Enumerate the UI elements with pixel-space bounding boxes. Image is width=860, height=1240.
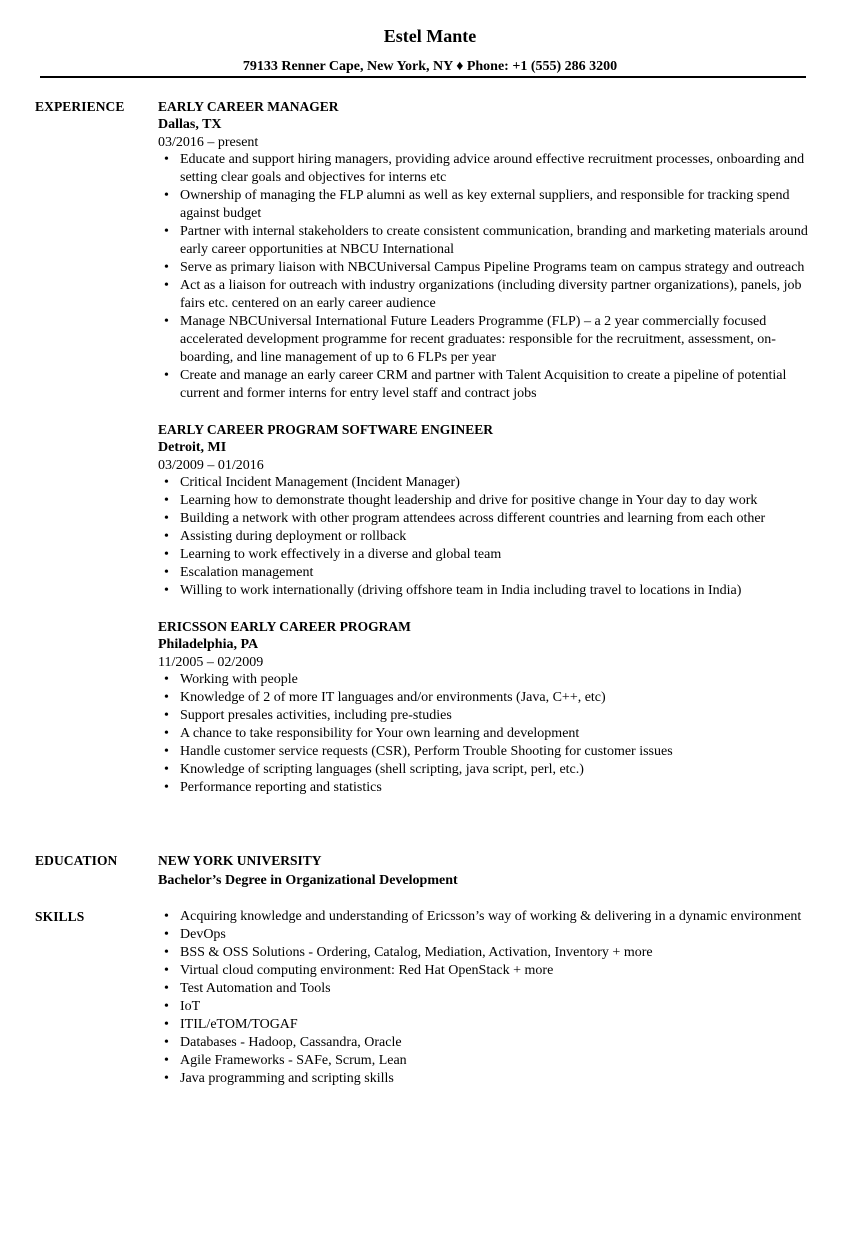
list-item: • Handle customer service requests (CSR), Perform Trouble Shooting for customer issues bbox=[158, 743, 810, 761]
list-item: • Escalation management bbox=[158, 564, 810, 582]
list-item: • DevOps bbox=[158, 926, 810, 944]
candidate-name: Estel Mante bbox=[383, 26, 477, 46]
list-item: • Java programming and scripting skills bbox=[158, 1070, 810, 1088]
list-item: • Knowledge of 2 of more IT languages and/or environments (Java, C++, etc) bbox=[158, 689, 810, 707]
list-item: • Manage NBCUniversal International Future Leaders Programme (FLP) – a 2 year commercially focused accelerated development programme for recent graduates: responsible for the recruitment, assessment, on-boarding, and line management of up to 6 FLPs per year bbox=[158, 313, 810, 367]
job-bullet-list bbox=[158, 474, 810, 600]
job-location: Dallas, TX bbox=[158, 117, 222, 132]
list-item: • Test Automation and Tools bbox=[158, 980, 810, 998]
experience-entries bbox=[158, 98, 810, 797]
job-bullet-list bbox=[158, 671, 810, 797]
section-title-skills: SKILLS bbox=[35, 909, 85, 924]
list-item: • Building a network with other program attendees across different countries and learning from each other bbox=[158, 510, 810, 528]
job-entry bbox=[158, 98, 810, 403]
job-dates: 03/2016 – present bbox=[158, 135, 259, 150]
section-title-experience: EXPERIENCE bbox=[35, 99, 125, 114]
list-item: • ITIL/eTOM/TOGAF bbox=[158, 1016, 810, 1034]
list-item: • Partner with internal stakeholders to create consistent communication, branding and marketing materials around early career opportunities at NBCU International bbox=[158, 223, 810, 259]
list-item: • Virtual cloud computing environment: Red Hat OpenStack + more bbox=[158, 962, 810, 980]
list-item: • Databases - Hadoop, Cassandra, Oracle bbox=[158, 1034, 810, 1052]
list-item: • A chance to take responsibility for Your own learning and development bbox=[158, 725, 810, 743]
job-entry bbox=[158, 421, 810, 600]
job-title: EARLY CAREER PROGRAM SOFTWARE ENGINEER bbox=[158, 422, 494, 437]
list-item: • BSS & OSS Solutions - Ordering, Catalog, Mediation, Activation, Inventory + more bbox=[158, 944, 810, 962]
job-entry bbox=[158, 618, 810, 797]
education-entry bbox=[158, 852, 810, 890]
list-item: • Acquiring knowledge and understanding of Ericsson’s way of working & delivering in a dynamic environment bbox=[158, 908, 810, 926]
job-dates: 11/2005 – 02/2009 bbox=[158, 655, 264, 670]
list-item: • Act as a liaison for outreach with industry organizations (including diversity partner organizations), panels, job fairs etc. centered on an early career audience bbox=[158, 277, 810, 313]
list-item: • Create and manage an early career CRM and partner with Talent Acquisition to create a pipeline of potential current and former interns for entry level staff and contract jobs bbox=[158, 367, 810, 403]
list-item: • Knowledge of scripting languages (shell scripting, java script, perl, etc.) bbox=[158, 761, 810, 779]
header-divider bbox=[40, 76, 806, 78]
list-item: • Critical Incident Management (Incident Manager) bbox=[158, 474, 810, 492]
list-item: • Agile Frameworks - SAFe, Scrum, Lean bbox=[158, 1052, 810, 1070]
list-item: • Performance reporting and statistics bbox=[158, 779, 810, 797]
section-title-education: EDUCATION bbox=[35, 853, 118, 868]
list-item: • Working with people bbox=[158, 671, 810, 689]
school-name: NEW YORK UNIVERSITY bbox=[158, 853, 322, 868]
list-item: • Educate and support hiring managers, providing advice around effective recruitment processes, onboarding and setting clear goals and objectives for interns etc bbox=[158, 151, 810, 187]
list-item: • Willing to work internationally (driving offshore team in India including travel to locations in India) bbox=[158, 582, 810, 600]
list-item: • Learning how to demonstrate thought leadership and drive for positive change in Your day to day work bbox=[158, 492, 810, 510]
job-dates: 03/2009 – 01/2016 bbox=[158, 458, 264, 473]
skills-entry bbox=[158, 908, 810, 1088]
job-location: Philadelphia, PA bbox=[158, 637, 259, 652]
list-item: • Learning to work effectively in a diverse and global team bbox=[158, 546, 810, 564]
job-title: EARLY CAREER MANAGER bbox=[158, 99, 339, 114]
job-location: Detroit, MI bbox=[158, 440, 227, 455]
contact-line: 79133 Renner Cape, New York, NY ♦ Phone: +1 (555) 286 3200 bbox=[242, 59, 618, 74]
skills-list bbox=[158, 908, 810, 1088]
list-item: • Support presales activities, including pre-studies bbox=[158, 707, 810, 725]
degree: Bachelor’s Degree in Organizational Development bbox=[158, 873, 458, 888]
list-item: • Assisting during deployment or rollback bbox=[158, 528, 810, 546]
list-item: • IoT bbox=[158, 998, 810, 1016]
job-bullet-list bbox=[158, 151, 810, 403]
list-item: • Serve as primary liaison with NBCUniversal Campus Pipeline Programs team on campus strategy and outreach bbox=[158, 259, 810, 277]
job-title: ERICSSON EARLY CAREER PROGRAM bbox=[158, 619, 411, 634]
list-item: • Ownership of managing the FLP alumni as well as key external suppliers, and responsible for tracking spend against budget bbox=[158, 187, 810, 223]
